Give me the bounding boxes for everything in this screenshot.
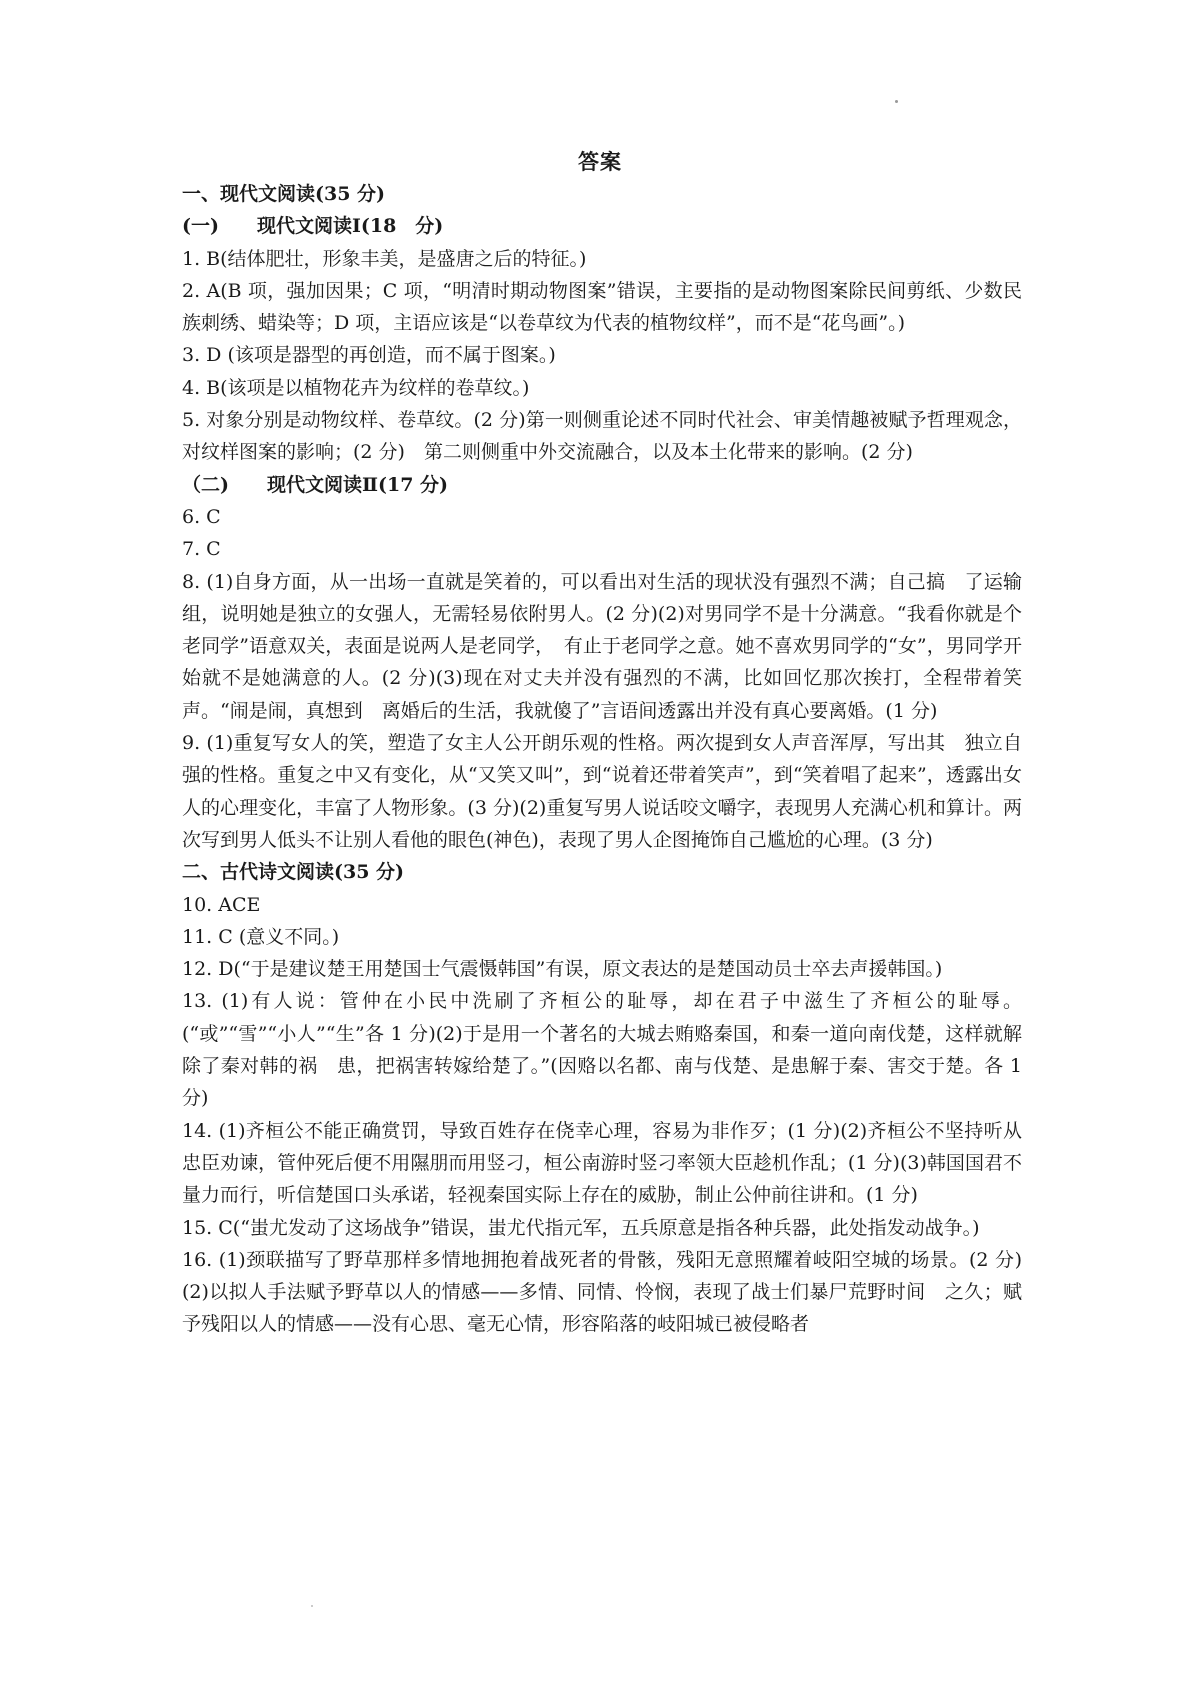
subsection-heading-2: （二) 现代文阅读Ⅱ(17 分) bbox=[182, 473, 449, 496]
answer-4: 4. B(该项是以植物花卉为纹样的卷草纹。) bbox=[182, 376, 530, 399]
section-heading-2: 二、古代诗文阅读(35 分) bbox=[182, 861, 405, 884]
page-title: 答案 bbox=[578, 149, 622, 174]
scan-speck bbox=[895, 100, 898, 103]
answer-15: 15. C(“蚩尤发动了这场战争”错误，蚩尤代指元军，五兵原意是指各种兵器，此处指发动战争。) bbox=[182, 1216, 980, 1239]
answer-3: 3. D (该项是器型的再创造，而不属于图案。) bbox=[182, 344, 556, 367]
scan-speck bbox=[311, 1605, 313, 1607]
answer-13: 13. (1)有人说：管仲在小民中洗刷了齐桓公的耻辱，却在君子中滋生了齐桓公的耻辱。(“或”“雪”“小人”“生”各 1 分)(2)于是用一个著名的大城去贿赂秦国，和秦一道向南伐楚，这样就解除了秦对韩的祸 患，把祸害转嫁给楚了。”(因赂以名都、南与伐楚、是患解于秦、害交于楚。各 1 分) bbox=[182, 990, 1022, 1110]
answer-1: 1. B(结体肥壮，形象丰美，是盛唐之后的特征。) bbox=[182, 247, 587, 270]
answer-14: 14. (1)齐桓公不能正确赏罚，导致百姓存在侥幸心理，容易为非作歹；(1 分)(2)齐桓公不坚持听从忠臣劝谏，管仲死后便不用隰朋而用竖刁，桓公南游时竖刁率领大臣趁机作乱；(1 分)(3)韩国国君不量力而行，听信楚国口头承诺，轻视秦国实际上存在的威胁，制止公仲前往讲和。(1 分) bbox=[182, 1119, 1022, 1207]
answer-9: 9. (1)重复写女人的笑，塑造了女主人公开朗乐观的性格。两次提到女人声音浑厚，写出其 独立自强的性格。重复之中又有变化，从“又笑又叫”，到“说着还带着笑声”，到“笑着唱了起来”，透露出女人的心理变化，丰富了人物形象。(3 分)(2)重复写男人说话咬文嚼字，表现男人充满心机和算计。两次写到男人低头不让别人看他的眼色(神色)，表现了男人企图掩饰自己尴尬的心理。(3 分) bbox=[182, 732, 1022, 851]
answer-12: 12. D(“于是建议楚王用楚国士气震慑韩国”有误，原文表达的是楚国动员士卒去声援韩国。) bbox=[182, 958, 943, 981]
answer-6: 6. C bbox=[182, 505, 221, 528]
answer-content bbox=[182, 178, 1022, 1341]
answer-16: 16. (1)颈联描写了野草那样多情地拥抱着战死者的骨骸，残阳无意照耀着岐阳空城的场景。(2 分)(2)以拟人手法赋予野草以人的情感——多情、同情、怜悯，表现了战士们暴尸荒野时间 之久；赋予残阳以人的情感——没有心思、毫无心情，形容陷落的岐阳城已被侵略者 bbox=[182, 1248, 1022, 1336]
answer-10: 10. ACE bbox=[182, 893, 261, 916]
answer-5: 5. 对象分别是动物纹样、卷草纹。(2 分)第一则侧重论述不同时代社会、审美情趣被赋予哲理观念，对纹样图案的影响；(2 分) 第二则侧重中外交流融合，以及本土化带来的影响。(2 分) bbox=[182, 409, 1022, 464]
answer-8: 8. (1)自身方面，从一出场一直就是笑着的，可以看出对生活的现状没有强烈不满；自己搞 了运输组，说明她是独立的女强人，无需轻易依附男人。(2 分)(2)对男同学不是十分满意。“我看你就是个老同学”语意双关，表面是说两人是老同学， 有止于老同学之意。她不喜欢男同学的“女”，男同学开始就不是她满意的人。(2 分)(3)现在对丈夫并没有强烈的不满，比如回忆那次挨打，全程带着笑声。“闹是闹，真想到 离婚后的生活，我就傻了”言语间透露出并没有真心要离婚。(1 分) bbox=[182, 570, 1022, 722]
subsection-heading-1: (一) 现代文阅读Ⅰ(18 分) bbox=[182, 215, 444, 238]
answer-7: 7. C bbox=[182, 538, 221, 561]
section-heading-1: 一、现代文阅读(35 分) bbox=[182, 183, 386, 205]
answer-2: 2. A(B 项，强加因果；C 项，“明清时期动物图案”错误，主要指的是动物图案除民间剪纸、少数民族刺绣、蜡染等；D 项，主语应该是“以卷草纹为代表的植物纹样”，而不是“花鸟画”。) bbox=[182, 279, 1022, 335]
answer-11: 11. C (意义不同。) bbox=[182, 925, 340, 948]
